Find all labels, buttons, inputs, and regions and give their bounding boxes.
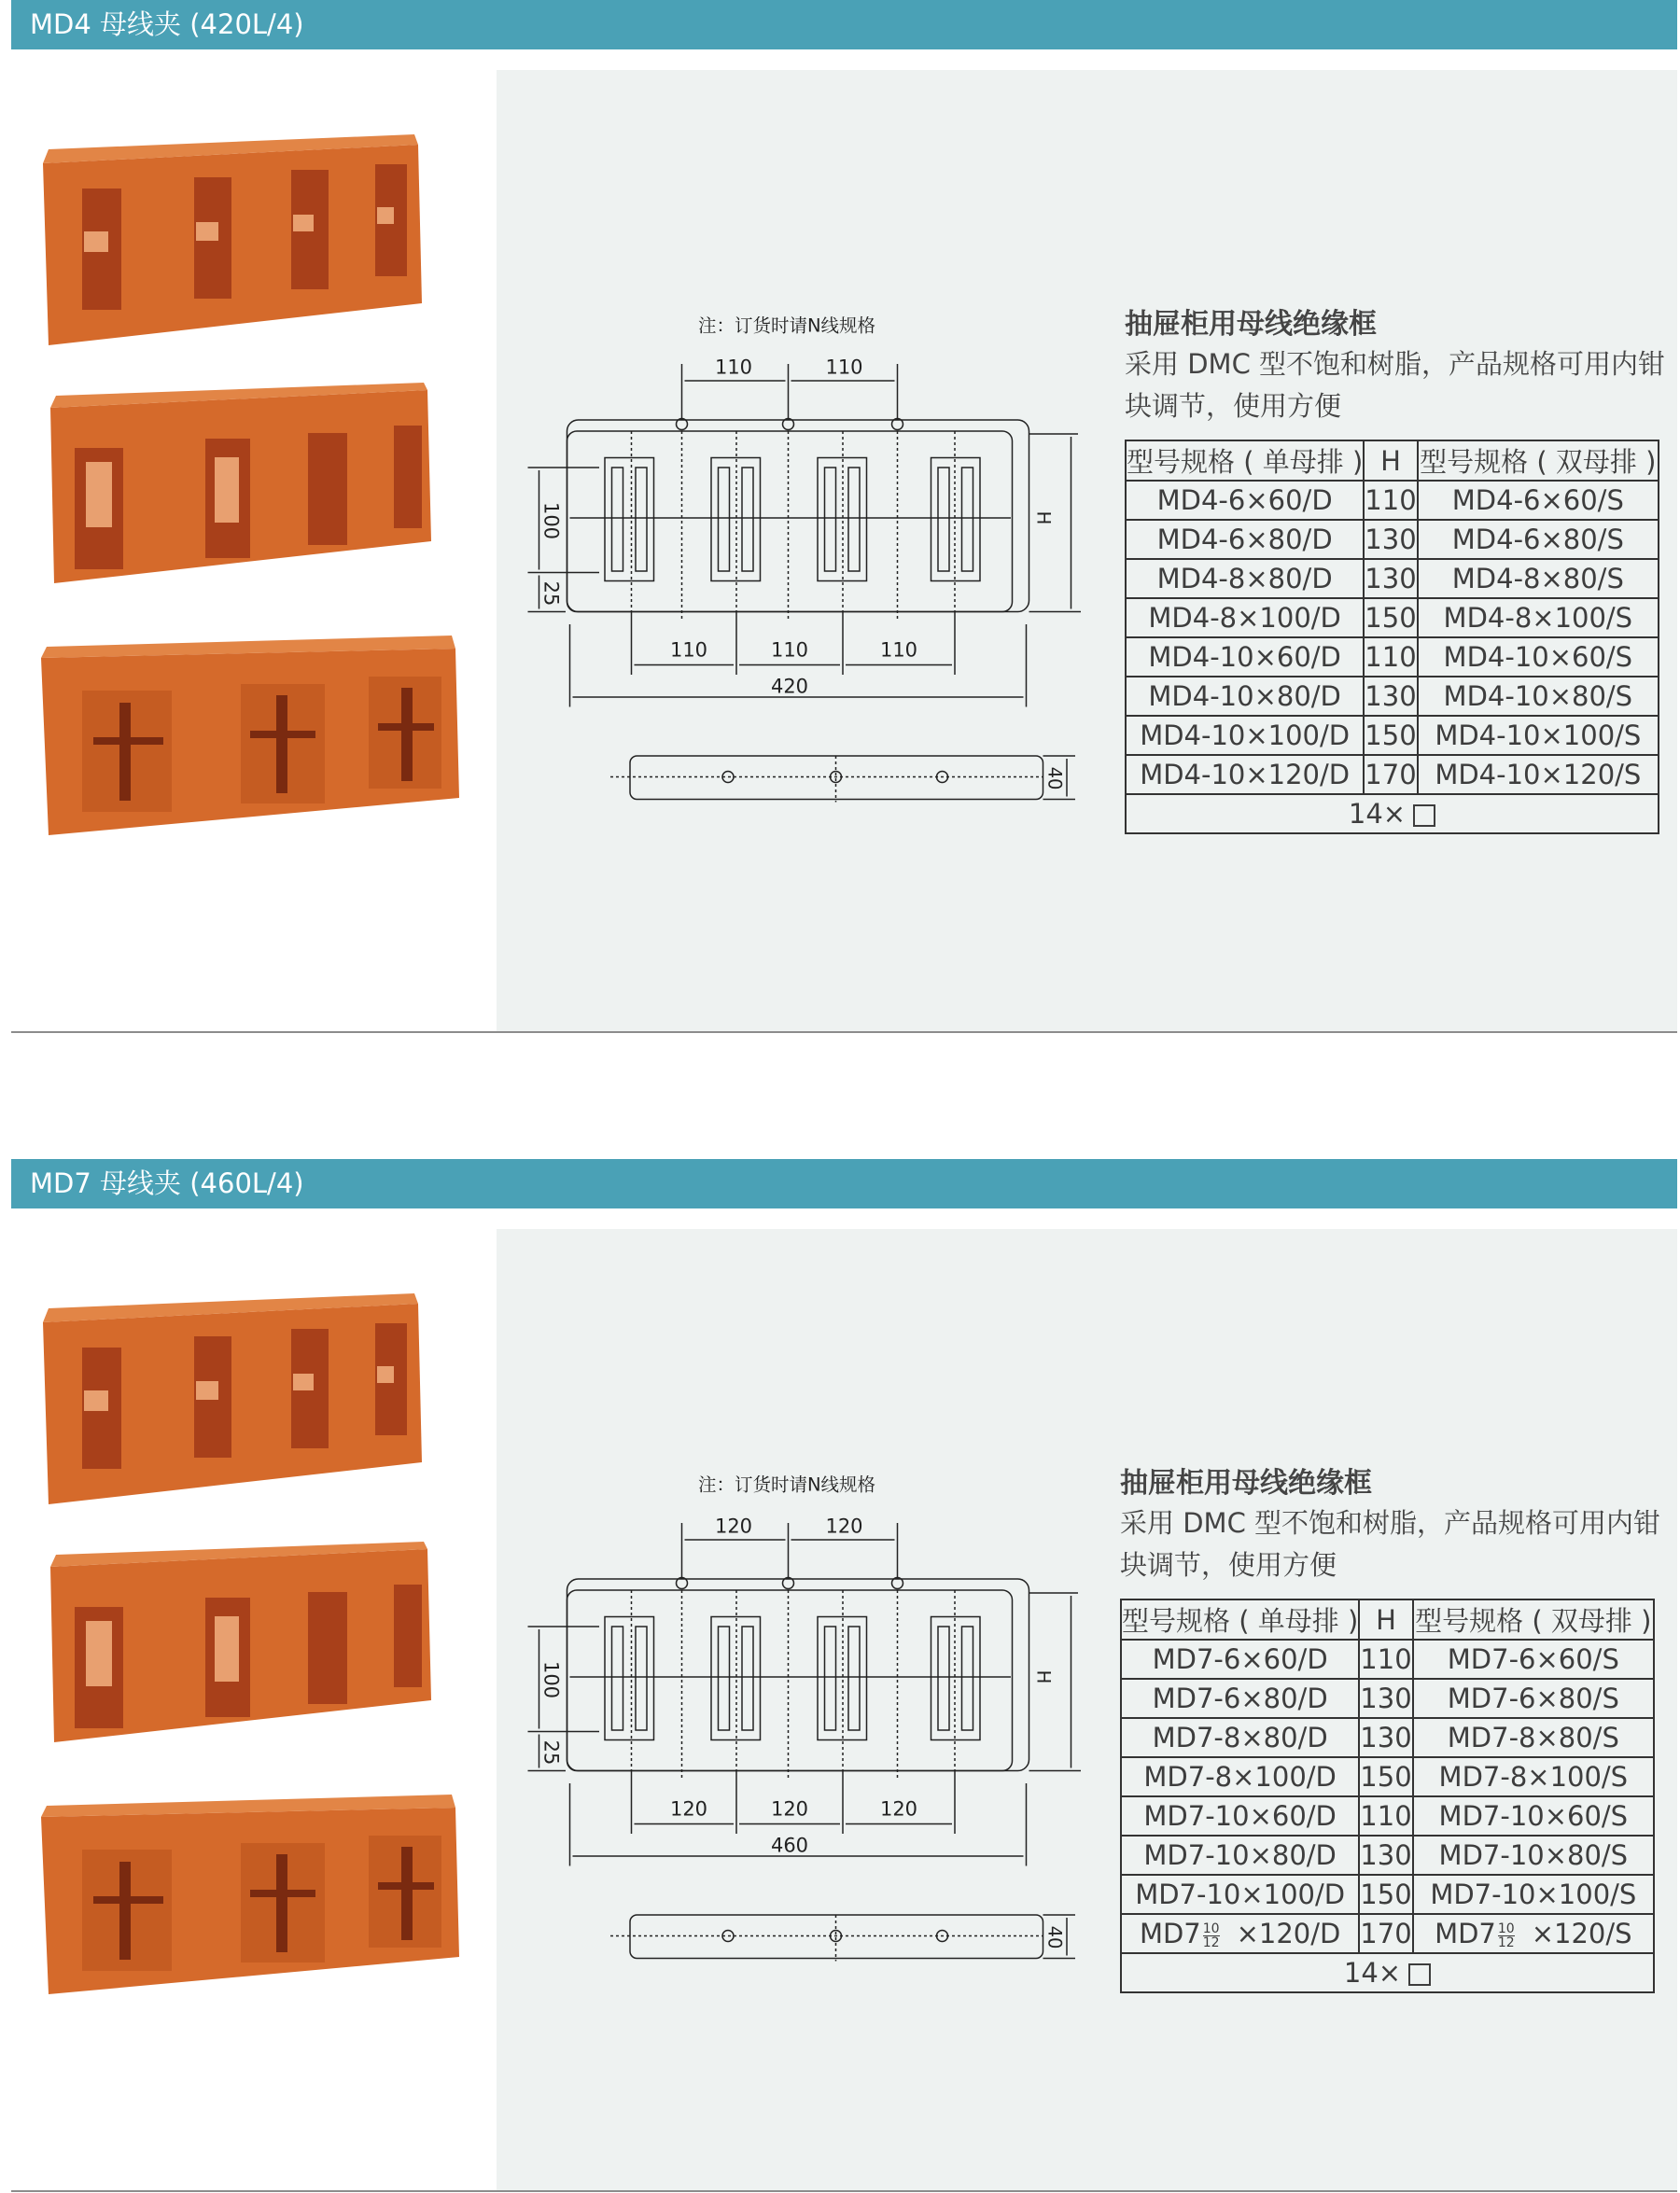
product-photo-1 bbox=[43, 1293, 422, 1504]
table-cell: MD7-6×80/D bbox=[1121, 1679, 1359, 1718]
table-cell: MD4-10×60/D bbox=[1126, 637, 1364, 677]
table-cell: MD4-6×80/S bbox=[1418, 520, 1659, 559]
product-photo-2 bbox=[50, 383, 431, 583]
table-row bbox=[1121, 1640, 1654, 1679]
table-cell: 170 bbox=[1359, 1914, 1412, 1953]
dim-bottom-1: 110 bbox=[669, 638, 708, 662]
product-photo-3 bbox=[41, 1795, 459, 1994]
product-photo-2 bbox=[50, 1542, 431, 1742]
divider bbox=[11, 1031, 1677, 1033]
dim-top-2: 110 bbox=[825, 356, 863, 379]
table-cell: 110 bbox=[1364, 481, 1417, 520]
busbar-slots bbox=[605, 1617, 980, 1740]
table-cell: MD7-10×100/D bbox=[1121, 1875, 1359, 1914]
table-cell: MD7-8×100/D bbox=[1121, 1757, 1359, 1796]
footer-text: 14× bbox=[1348, 798, 1407, 830]
table-cell: 130 bbox=[1364, 520, 1417, 559]
dim-slot-height: 100 bbox=[539, 1660, 563, 1699]
table-cell bbox=[1121, 1914, 1359, 1953]
section-md7 bbox=[0, 1159, 1680, 2193]
table-footer bbox=[1126, 794, 1659, 833]
table-cell: MD4-10×80/S bbox=[1418, 677, 1659, 716]
table-header-row bbox=[1121, 1599, 1654, 1640]
table-cell: 150 bbox=[1359, 1875, 1412, 1914]
table-header-row bbox=[1126, 440, 1659, 481]
product-desc-line1: 采用 DMC 型不饱和树脂，产品规格可用内钳 bbox=[1125, 348, 1666, 380]
model-fraction bbox=[1203, 1922, 1220, 1949]
product-photos bbox=[37, 1280, 476, 2027]
dim-total-length: 420 bbox=[770, 675, 809, 698]
product-title: 抽屉柜用母线绝缘框 bbox=[1125, 308, 1377, 341]
table-cell: MD4-8×80/D bbox=[1126, 559, 1364, 598]
fraction-bottom: 12 bbox=[1497, 1935, 1515, 1950]
table-cell: MD4-8×100/D bbox=[1126, 598, 1364, 637]
table-cell: MD4-10×100/D bbox=[1126, 716, 1364, 755]
table-cell: MD7-8×80/D bbox=[1121, 1718, 1359, 1757]
table-cell: MD4-6×60/S bbox=[1418, 481, 1659, 520]
table-row bbox=[1126, 716, 1659, 755]
dim-bottom-3: 110 bbox=[879, 638, 918, 662]
product-desc-line2: 块调节，使用方便 bbox=[1125, 390, 1342, 422]
model-prefix: MD7 bbox=[1435, 1918, 1496, 1949]
section-header bbox=[11, 0, 1677, 49]
table-row bbox=[1126, 481, 1659, 520]
spec-table bbox=[1120, 1599, 1655, 1993]
table-cell: MD7-10×60/S bbox=[1413, 1796, 1654, 1836]
table-row bbox=[1121, 1679, 1654, 1718]
dim-top-1: 120 bbox=[714, 1515, 753, 1538]
table-cell: 110 bbox=[1359, 1640, 1412, 1679]
table-cell: MD4-8×80/S bbox=[1418, 559, 1659, 598]
section-title: MD7 母线夹 (460L/4) bbox=[30, 1167, 304, 1199]
column-header: 型号规格 ( 双母排 ) bbox=[1418, 440, 1659, 481]
footer-text: 14× bbox=[1343, 1957, 1402, 1989]
product-desc-line1: 采用 DMC 型不饱和树脂，产品规格可用内钳 bbox=[1120, 1507, 1661, 1539]
table-row bbox=[1121, 1796, 1654, 1836]
table-cell: 150 bbox=[1364, 716, 1417, 755]
dim-top-2: 120 bbox=[825, 1515, 863, 1538]
table-footer-row bbox=[1126, 794, 1659, 833]
model-fraction bbox=[1498, 1922, 1515, 1949]
table-row bbox=[1121, 1757, 1654, 1796]
dim-top-1: 110 bbox=[714, 356, 753, 379]
table-cell: MD4-6×80/D bbox=[1126, 520, 1364, 559]
table-cell: MD4-10×80/D bbox=[1126, 677, 1364, 716]
table-cell: MD4-10×120/S bbox=[1418, 755, 1659, 794]
table-cell: MD7-6×60/D bbox=[1121, 1640, 1359, 1679]
spec-table bbox=[1125, 440, 1659, 834]
table-cell: 110 bbox=[1359, 1796, 1412, 1836]
checkbox-square-icon bbox=[1408, 1963, 1431, 1986]
table-cell: 130 bbox=[1359, 1836, 1412, 1875]
product-desc-line2: 块调节，使用方便 bbox=[1120, 1549, 1337, 1581]
product-info bbox=[1120, 1465, 1671, 1586]
order-note: 注：订货时请N线规格 bbox=[697, 1474, 876, 1496]
divider bbox=[11, 2190, 1677, 2192]
table-row bbox=[1126, 598, 1659, 637]
table-cell: MD4-10×60/S bbox=[1418, 637, 1659, 677]
fraction-top: 10 bbox=[1202, 1921, 1220, 1936]
table-cell: 170 bbox=[1364, 755, 1417, 794]
section-title: MD4 母线夹 (420L/4) bbox=[30, 8, 304, 40]
fraction-top: 10 bbox=[1497, 1921, 1515, 1936]
product-info bbox=[1125, 306, 1675, 427]
table-cell: MD4-10×100/S bbox=[1418, 716, 1659, 755]
table-row bbox=[1121, 1875, 1654, 1914]
column-header: H bbox=[1364, 440, 1417, 481]
table-footer bbox=[1121, 1953, 1654, 1992]
table-cell: MD7-10×80/D bbox=[1121, 1836, 1359, 1875]
dim-bottom-1: 120 bbox=[669, 1797, 708, 1821]
table-cell: 130 bbox=[1359, 1679, 1412, 1718]
busbar-slots bbox=[605, 458, 980, 581]
dim-height: H bbox=[1032, 1669, 1055, 1684]
dim-total-length: 460 bbox=[770, 1834, 809, 1857]
checkbox-square-icon bbox=[1413, 804, 1435, 827]
table-row bbox=[1121, 1718, 1654, 1757]
section-md4 bbox=[0, 0, 1680, 1034]
product-title: 抽屉柜用母线绝缘框 bbox=[1120, 1467, 1372, 1500]
column-header: 型号规格 ( 单母排 ) bbox=[1126, 440, 1364, 481]
product-photos bbox=[37, 121, 476, 868]
table-footer-row bbox=[1121, 1953, 1654, 1992]
table-row bbox=[1121, 1836, 1654, 1875]
table-row bbox=[1126, 637, 1659, 677]
table-cell: MD7-6×60/S bbox=[1413, 1640, 1654, 1679]
table-row bbox=[1121, 1914, 1654, 1953]
dim-bottom-2: 110 bbox=[770, 638, 809, 662]
table-row bbox=[1126, 520, 1659, 559]
table-cell: MD7-8×100/S bbox=[1413, 1757, 1654, 1796]
order-note: 注：订货时请N线规格 bbox=[697, 314, 876, 337]
dim-thickness: 40 bbox=[1043, 1925, 1066, 1949]
table-cell: 150 bbox=[1359, 1757, 1412, 1796]
table-cell: MD4-10×120/D bbox=[1126, 755, 1364, 794]
dim-bottom-margin: 25 bbox=[539, 580, 563, 607]
table-cell: MD4-6×60/D bbox=[1126, 481, 1364, 520]
dim-bottom-2: 120 bbox=[770, 1797, 809, 1821]
fraction-bottom: 12 bbox=[1202, 1935, 1220, 1950]
table-row bbox=[1126, 559, 1659, 598]
section-header bbox=[11, 1159, 1677, 1208]
table-row bbox=[1126, 677, 1659, 716]
table-cell: 130 bbox=[1359, 1718, 1412, 1757]
table-cell: 110 bbox=[1364, 637, 1417, 677]
table-cell: MD4-8×100/S bbox=[1418, 598, 1659, 637]
dim-bottom-margin: 25 bbox=[539, 1739, 563, 1766]
dim-slot-height: 100 bbox=[539, 501, 563, 540]
table-cell: MD7-10×80/S bbox=[1413, 1836, 1654, 1875]
column-header: 型号规格 ( 单母排 ) bbox=[1121, 1599, 1359, 1640]
model-suffix: ×120/S bbox=[1531, 1918, 1632, 1949]
product-photo-3 bbox=[41, 636, 459, 835]
model-prefix: MD7 bbox=[1139, 1918, 1201, 1949]
product-photo-1 bbox=[43, 134, 422, 345]
table-row bbox=[1126, 755, 1659, 794]
table-cell: MD7-10×100/S bbox=[1413, 1875, 1654, 1914]
table-cell: 130 bbox=[1364, 559, 1417, 598]
table-cell: MD7-10×60/D bbox=[1121, 1796, 1359, 1836]
technical-drawing bbox=[518, 1467, 1092, 1971]
model-suffix: ×120/D bbox=[1236, 1918, 1341, 1949]
column-header: 型号规格 ( 双母排 ) bbox=[1413, 1599, 1654, 1640]
table-cell: MD7-6×80/S bbox=[1413, 1679, 1654, 1718]
dim-height: H bbox=[1032, 510, 1055, 525]
dim-bottom-3: 120 bbox=[879, 1797, 918, 1821]
table-cell: 150 bbox=[1364, 598, 1417, 637]
table-cell: 130 bbox=[1364, 677, 1417, 716]
table-cell bbox=[1413, 1914, 1654, 1953]
technical-drawing bbox=[518, 308, 1092, 812]
dim-thickness: 40 bbox=[1043, 766, 1066, 790]
table-cell: MD7-8×80/S bbox=[1413, 1718, 1654, 1757]
column-header: H bbox=[1359, 1599, 1412, 1640]
